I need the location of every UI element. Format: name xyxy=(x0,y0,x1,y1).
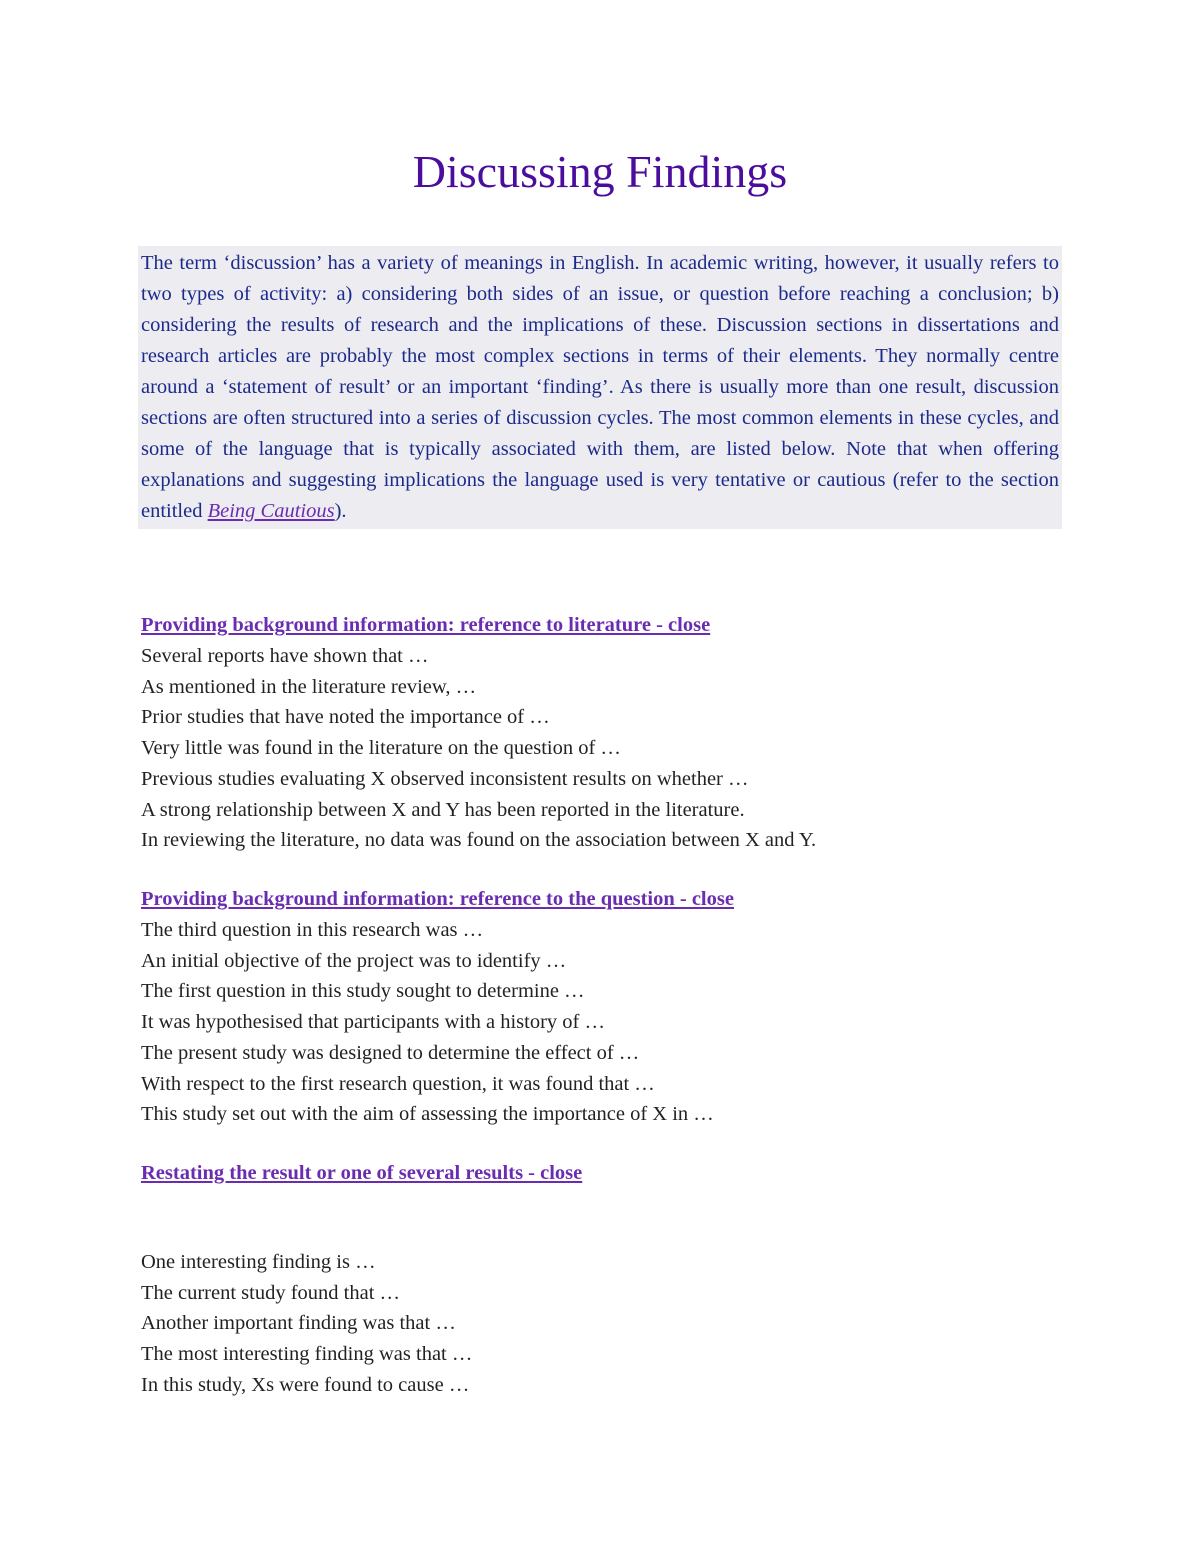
section-heading-link[interactable]: Providing background information: reference to the question - close xyxy=(141,888,734,910)
phrase-item: It was hypothesised that participants with a history of … xyxy=(141,1011,606,1034)
phrase-item: An initial objective of the project was to identify … xyxy=(141,949,567,972)
being-cautious-link[interactable]: Being Cautious xyxy=(207,500,335,522)
phrase-item: The present study was designed to determine the effect of … xyxy=(141,1041,640,1064)
section-reference-to-question xyxy=(141,884,1071,1130)
phrase-list xyxy=(141,915,1071,1130)
phrase-item: Previous studies evaluating X observed inconsistent results on whether … xyxy=(141,767,749,790)
phrase-item: The current study found that … xyxy=(141,1281,401,1304)
intro-text: The term ‘discussion’ has a variety of meanings in English. In academic writing, however, it usually refers to two types of activity: a) considering both sides of an issue, or question before reaching a conclusion; b) considering the results of research and the implications of these. Discussion sections in dissertations and research articles are probably the most complex sections in terms of their elements. They normally centre around a ‘statement of result’ or an important ‘finding’. As there is usually more than one result, discussion sections are often structured into a series of discussion cycles. The most common elements in these cycles, and some of the language that is typically associated with them, are listed below. Note that when offering explanations and suggesting implications the language used is very tentative or cautious (refer to the section entitled xyxy=(141,252,1059,522)
phrase-item: A strong relationship between X and Y has been reported in the literature. xyxy=(141,798,745,821)
intro-text-end: ). xyxy=(334,500,347,522)
phrase-item: The first question in this study sought to determine … xyxy=(141,980,585,1003)
section-restating-results xyxy=(141,1158,1071,1401)
phrase-item: Another important finding was that … xyxy=(141,1312,456,1335)
phrase-item: The third question in this research was … xyxy=(141,919,484,941)
section-heading-link[interactable]: Providing background information: reference to literature - close xyxy=(141,614,711,636)
phrase-item: Very little was found in the literature on the question of … xyxy=(141,737,621,760)
phrase-item: Prior studies that have noted the importance of … xyxy=(141,706,550,729)
section-reference-to-literature xyxy=(141,610,1071,856)
phrase-item: As mentioned in the literature review, … xyxy=(141,675,477,698)
phrase-item: Several reports have shown that … xyxy=(141,645,429,667)
intro-paragraph xyxy=(138,246,1062,529)
phrase-item: With respect to the first research question, it was found that … xyxy=(141,1072,655,1095)
phrase-list xyxy=(141,641,1071,856)
phrase-item: This study set out with the aim of assessing the importance of X in … xyxy=(141,1103,714,1126)
section-heading-link[interactable]: Restating the result or one of several results - close xyxy=(141,1162,583,1184)
phrase-list xyxy=(141,1247,1071,1401)
phrase-item: The most interesting finding was that … xyxy=(141,1343,473,1366)
page-title: Discussing Findings xyxy=(412,146,788,197)
phrase-item: In reviewing the literature, no data was found on the association between X and Y. xyxy=(141,829,817,852)
phrase-item: In this study, Xs were found to cause … xyxy=(141,1373,470,1396)
phrase-item: One interesting finding is … xyxy=(141,1251,376,1273)
